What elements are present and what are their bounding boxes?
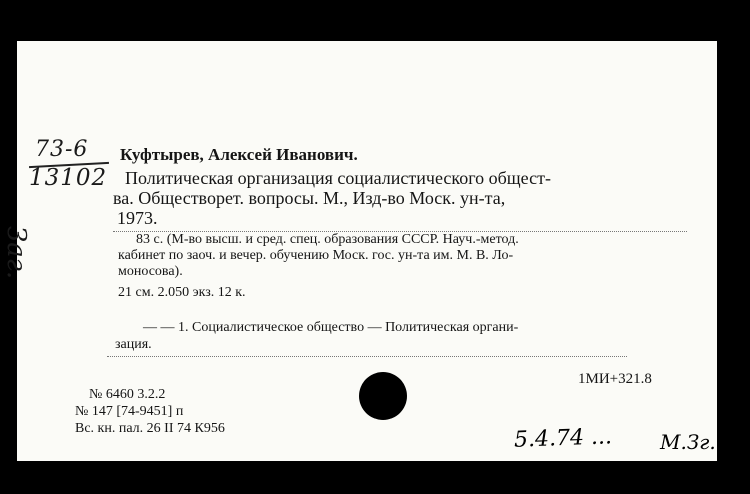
registry-line: № 6460 3.2.2: [89, 387, 166, 402]
pagination-series: [118, 232, 519, 280]
registry-line: № 147 [74-9451] п: [75, 404, 184, 419]
author-heading: Куфтырев, Алексей Иванович.: [120, 145, 358, 164]
handwritten-initials: М.Зг.: [660, 430, 716, 454]
catalog-card: [1, 41, 717, 461]
shelfmark-bottom: 13102: [29, 165, 108, 191]
pagination-line: кабинет по заоч. и вечер. обучению Моск. гос. ун-та им. М. В. Ло-: [118, 248, 514, 263]
title-line: Политическая организация социалистического общест-: [125, 168, 551, 188]
registry-line: Вс. кн. пал. 26 II 74 К956: [75, 421, 225, 436]
tracing-line: зация.: [115, 337, 152, 352]
card-punch-hole: [359, 372, 407, 420]
subject-tracing: [115, 319, 518, 353]
decor-rule: [107, 356, 627, 358]
tracing-line: — — 1. Социалистическое общество — Политическая органи-: [143, 320, 519, 335]
title-line: 1973.: [117, 208, 158, 228]
handwritten-signature: 5.4.74 ...: [513, 424, 613, 453]
pagination-line: моносова).: [118, 264, 183, 279]
shelfmark-top: 73-6: [35, 137, 89, 162]
title-line: ва. Обществорет. вопросы. М., Изд-во Моск. ун-та,: [113, 188, 506, 208]
pagination-line: 83 с. (М-во высш. и сред. спец. образования СССР. Науч.-метод.: [136, 232, 519, 247]
registry-numbers: [75, 386, 225, 437]
side-note: Заг.: [1, 226, 31, 280]
title-block: [113, 168, 551, 228]
size-copies-price: 21 см. 2.050 экз. 12 к.: [118, 285, 246, 300]
classification-code: 1МИ+321.8: [578, 371, 652, 387]
